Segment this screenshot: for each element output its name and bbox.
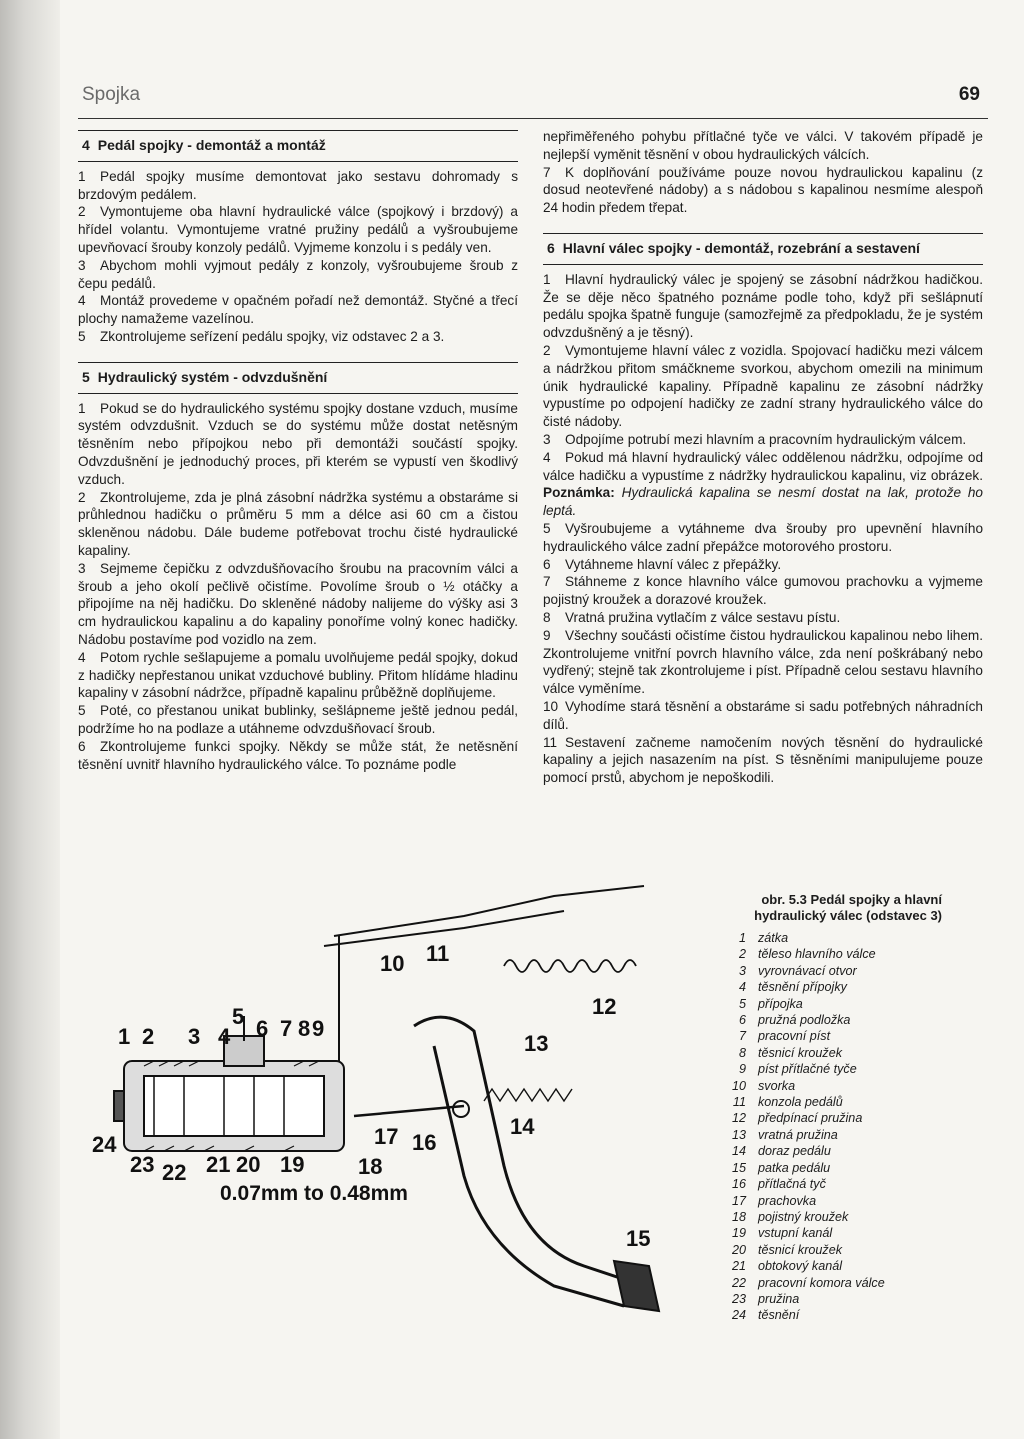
section-4-para-1: 1 Pedál spojky musíme demontovat jako sestavu dohromady s brzdovým pedálem. (78, 168, 518, 202)
section-6-para-8: 8 Vratná pružina vytlačím z válce sestavu pístu. (543, 609, 841, 625)
section-5-para-4: 4 Potom rychle sešlapujeme a pomalu uvolňujeme pedál spojky, dokud z hadičky nepřestanou unikat vzduchové bubliny. Přitom hlídáme hladinu kapaliny v zásobní nádržce, případně kapalinu průběžně doplňujeme. (78, 649, 518, 701)
callout-7: 7 (280, 1016, 293, 1041)
legend-item: 6 pružná podložka (738, 1013, 851, 1028)
section-6-para-5: 5 Vyšroubujeme a vytáhneme dva šrouby pro upevnění hlavního hydraulického válce zadní přepážce motorového prostoru. (543, 520, 983, 554)
callout-4: 4 (218, 1024, 231, 1049)
callout-12: 12 (592, 994, 617, 1019)
legend-item: 20 těsnicí kroužek (731, 1242, 842, 1257)
section-6-para-11: 11 Sestavení začneme namočením nových těsnění do hydraulické kapaliny a jejich nasazením na píst. S těsněními manipulujeme pouze pomocí prstů, abychom je nepoškodili. (543, 734, 983, 786)
section-4-para-5: 5 Zkontrolujeme seřízení pedálu spojky, viz odstavec 2 a 3. (78, 328, 445, 344)
section-4-heading: 4 Pedál spojky - demontáž a montáž (78, 130, 518, 162)
header-rule (78, 118, 988, 119)
callout-1: 1 (118, 1024, 131, 1049)
callout-21: 21 (206, 1152, 231, 1177)
legend-item: 1 zátka (738, 931, 789, 945)
left-column (78, 128, 518, 773)
callout-10: 10 (380, 951, 405, 976)
section-4-para-3: 3 Abychom mohli vyjmout pedály z konzoly, vyšroubujeme šroub z čepu pedálů. (78, 257, 518, 291)
legend-item: 15 patka pedálu (731, 1160, 831, 1175)
section-4-para-4: 4 Montáž provedeme v opačném pořadí než demontáž. Styčné a třecí plochy namažeme vazelínou. (78, 293, 518, 327)
callout-16: 16 (412, 1130, 437, 1155)
legend-item: 21 obtokový kanál (731, 1259, 843, 1274)
legend-item: 16 přítlačná tyč (731, 1177, 826, 1192)
callout-19: 19 (280, 1152, 305, 1177)
callout-20: 20 (236, 1152, 261, 1177)
legend-item: 12 předpínací pružina (731, 1111, 863, 1126)
tolerance-label: 0.07mm to 0.48mm (220, 1182, 408, 1205)
legend-item: 14 doraz pedálu (731, 1144, 831, 1159)
legend-item: 17 prachovka (731, 1193, 817, 1208)
section-5-heading: 5 Hydraulický systém - odvzdušnění (78, 362, 518, 394)
section-4-para-2: 2 Vymontujeme oba hlavní hydraulické válce (spojkový i brzdový) a hřídel volantu. Vymontujeme vratné pružiny pedálů a vyšroubujeme upevňovací šrouby konzoly pedálů. Vyjmeme konzolu i s pedály ven. (78, 204, 518, 255)
section-5-para-6: 6 Zkontrolujeme funkci spojky. Někdy se může stát, že netěsnění těsnění uvnitř hlavního hydraulického válce. To poznáme podle (78, 738, 518, 772)
callout-17: 17 (374, 1124, 399, 1149)
legend-item: 10 svorka (731, 1078, 796, 1093)
legend-item: 13 vratná pružina (731, 1127, 838, 1142)
section-5-para-1: 1 Pokud se do hydraulického systému spojky dostane vzduch, musíme systém odvzdušnit. Vzduch se do systému může dostat netěsným těsněním nebo přípojkou nebo při demontáži součástí spojky. Odvzdušnění je jednoduchý proces, při kterém se vypustí ven škodlivý vzduch. (78, 400, 518, 487)
note-text: Hydraulická kapalina se nesmí dostat na lak, protože ho leptá. (543, 485, 983, 519)
callout-15: 15 (626, 1226, 651, 1251)
callout-22: 22 (162, 1160, 187, 1185)
running-title: Spojka (82, 84, 141, 105)
figure-legend (720, 930, 950, 1324)
legend-item: 22 pracovní komora válce (731, 1275, 885, 1290)
callout-8: 8 (298, 1016, 311, 1041)
legend-item: 9 píst přítlačné tyče (738, 1062, 857, 1077)
callout-14: 14 (510, 1114, 535, 1139)
legend-item: 4 těsnění přípojky (738, 980, 847, 995)
section-6-para-10: 10 Vyhodíme stará těsnění a obstaráme si sadu potřebných náhradních dílů. (543, 698, 983, 732)
section-5-para-2: 2 Zkontrolujeme, zda je plná zásobní nádržka systému a obstaráme si průhlednou hadičku o průměru 5 mm a délce asi 60 cm a čistou skleněnou nádobu. Dále budeme potřebovat trochu čisté hydraulické kapaliny. (78, 489, 518, 558)
continuation-text: nepřiměřeného pohybu přítlačné tyče ve válci. V takovém případě je nejlepší vyměnit těsnění v obou hydraulických válcích. (543, 129, 983, 162)
legend-item: 24 těsnění (731, 1308, 800, 1323)
callout-6: 6 (256, 1016, 269, 1041)
legend-item: 3 vyrovnávací otvor (738, 963, 857, 978)
callout-23: 23 (130, 1152, 155, 1177)
section-6-para-4: 4 Pokud má hlavní hydraulický válec oddělenou nádržku, odpojíme od válce hadičku a vypustíme z nádržky hydraulickou kapalinu, viz obrázek. Poznámka: Hydraulická kapalina se nesmí dostat na lak, protože ho leptá. (543, 449, 983, 519)
callout-3: 3 (188, 1024, 201, 1049)
note-label: Poznámka: (543, 485, 615, 501)
section-6-para-9: 9 Všechny součásti očistíme čistou hydraulickou kapalinou nebo lihem. Zkontrolujeme vnitřní povrch hlavního válce, zda není poškrábaný nebo vydřený; stejně tak zkontrolujeme i píst. Případně celou sestavu hlavního válce vyměníme. (543, 627, 983, 697)
clutch-pedal-diagram (84, 866, 704, 1336)
section-6-para-7: 7 Stáhneme z konce hlavního válce gumovou prachovku a vyjmeme pojistný kroužek a dorazové kroužek. (543, 574, 983, 608)
section-5-para-7: 7 K doplňování používáme pouze novou hydraulickou kapalinu (z dosud neotevřené nádoby) a s nádobou s kapalinou nesmíme alespoň 24 hodin předem třepat. (543, 164, 983, 216)
legend-item: 7 pracovní píst (738, 1029, 831, 1044)
callout-11: 11 (426, 941, 450, 966)
right-column (543, 128, 983, 787)
section-6-para-2: 2 Vymontujeme hlavní válec z vozidla. Spojovací hadičku mezi válcem a nádržkou přitom smáčkneme svorkou, abychom omezili na minimum únik hydraulické kapaliny. Případně kapalinu ze zásobní nádržky vypustíme po odpojení hadičky ze zadní strany hydraulického válce do čisté nádoby. (543, 342, 983, 430)
page-number: 69 (958, 84, 980, 105)
section-6-heading: 6 Hlavní válec spojky - demontáž, rozebrání a sestavení (543, 233, 983, 265)
callout-2: 2 (142, 1024, 155, 1049)
callout-5: 5 (232, 1004, 245, 1029)
section-6-para-3: 3 Odpojíme potrubí mezi hlavním a pracovním hydraulickým válcem. (543, 431, 967, 447)
legend-item: 2 těleso hlavního válce (738, 947, 876, 962)
figure-caption: obr. 5.3 Pedál spojky a hlavní hydraulický válec (odstavec 3) (754, 892, 942, 923)
section-6-para-6: 6 Vytáhneme hlavní válec z přepážky. (543, 556, 782, 572)
callout-13: 13 (524, 1031, 549, 1056)
callout-9: 9 (312, 1016, 325, 1041)
section-5-para-3: 3 Sejmeme čepičku z odvzdušňovacího šroubu na pracovním válci a šroub a jeho okolí pečlivě očistíme. Povolíme šroub o ½ otáčky a připojíme na něj hadičku. Do skleněné nádoby nalijeme do výšky asi 3 cm hydraulickou kapalinu a do kapaliny ponoříme volný konec hadičky. Nádobu postavíme pod vozidlo na zem. (78, 560, 518, 647)
legend-item: 19 vstupní kanál (731, 1226, 833, 1241)
legend-item: 11 konzola pedálů (732, 1095, 843, 1110)
binding-shadow (0, 0, 60, 1439)
legend-item: 5 přípojka (738, 996, 803, 1011)
legend-item: 23 pružina (731, 1291, 800, 1306)
section-5-para-5: 5 Poté, co přestanou unikat bublinky, sešlápneme ještě jednou pedál, podržíme ho na podlaze a utáhneme odvzdušňovací šroub. (78, 703, 518, 736)
section-6-para-1: 1 Hlavní hydraulický válec je spojený se zásobní nádržkou hadičkou. Že se děje něco špatného poznáme podle toho, když při sešlápnutí pedálu spojka špatně funguje (samozřejmě za předpokladu, že je systém odvzdušněný a je těsný). (543, 271, 983, 341)
legend-item: 8 těsnicí kroužek (738, 1045, 842, 1060)
legend-item: 18 pojistný kroužek (731, 1209, 849, 1224)
callout-18: 18 (358, 1154, 383, 1179)
callout-24: 24 (92, 1132, 117, 1157)
